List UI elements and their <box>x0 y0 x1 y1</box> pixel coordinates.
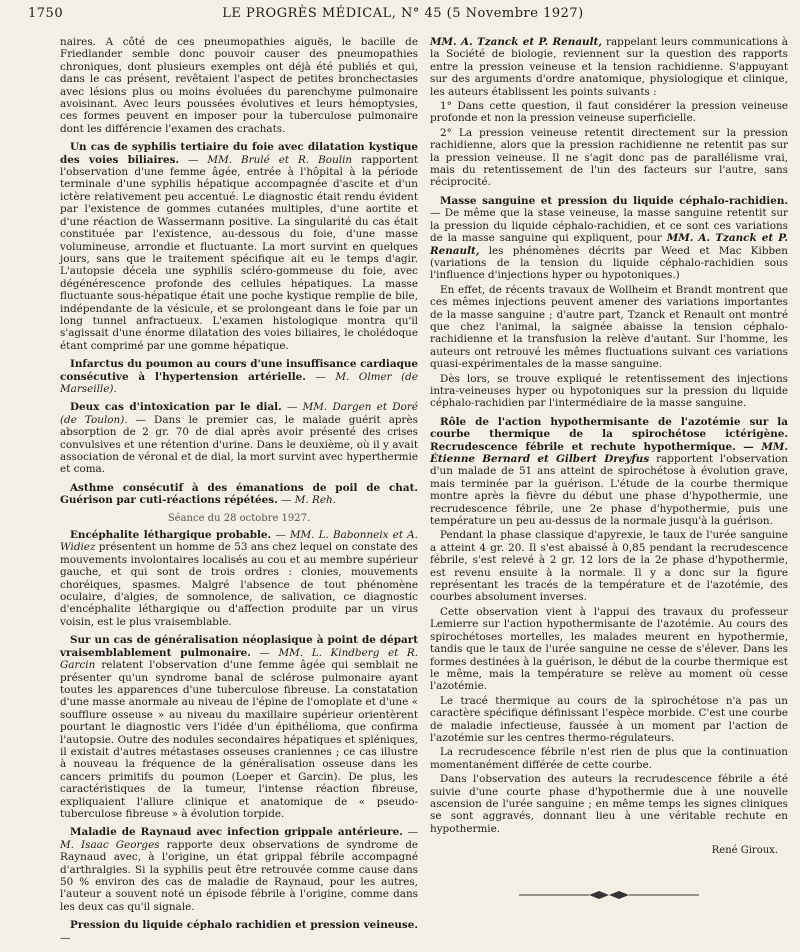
paragraph: Pendant la phase classique d'apyrexie, le taux de l'urée sanguine a atteint 4 gr. 20. Il s'est abaissé à 0,85 pendant la recrudescence fébrile, s'est relevé à 2 gr. 12 lors de la 2e phase d'hypothermie, est revenu ensuite à la normale. Il y a donc sur la figure représentant les tracés de la température et de l'azotémie, des courbes absolument inverses. <box>430 529 788 604</box>
paragraph: Le tracé thermique au cours de la spirochétose n'a pas un caractère spécifique définissant l'espèce morbide. C'est une courbe de maladie infectieuse, faussée à un moment par l'action de l'azotémie sur les centres thermo-régulateurs. <box>430 694 788 744</box>
article-body: rapportent l'observation d'une femme âgée, entrée à l'hôpital à la période terminale d'une syphilis hépatique accompagnée d'ascite et d'un ictère relativement peu accentué. Le diagnostic était rendu évident par l'existence de gommes cutanées multiples, d'une aortite et d'une réaction de Wassermann positive. La singularité du cas était constituée par l'existence, au-dessous du foie, d'une masse volumineuse, arrondie et fluctuante. La mort survint en quelques jours, sans que le traitement spécifique ait eu le temps d'agir. L'autopsie décela une syphilis scléro-gommeuse du foie, avec dégénérescence profonde des cellules hépatiques. La masse fluctuante sous-hépatique était une poche kystique remplie de bile, indépendante de la vésicule, et se prolongeant dans le foie par un long tunnel anfractueux. L'examen histologique montra qu'il s'agissait d'une énorme dilatation des voies biliaires, le cholédoque étant comprimé par une gomme hépatique. <box>60 153 418 352</box>
article-pression <box>60 919 418 944</box>
article-masse <box>430 195 788 282</box>
article-encephalite <box>60 529 418 628</box>
article-title: Infarctus du poumon au cours d'une insuffisance cardiaque consécutive à l'hypertension artérielle. <box>60 358 418 383</box>
article-authors: — MM. Brulé et R. Boulin <box>188 153 353 166</box>
article-title: Deux cas d'intoxication par le dial. <box>70 401 282 414</box>
article-body: relatent l'observation d'une femme âgée qui semblait ne présenter qu'un syndrome banal de sclérose pulmonaire ayant toutes les apparences d'une tuberculose fibreuse. La constatation d'une masse anormale au niveau de l'épine de l'omoplate et d'une « soufflure osseuse » au niveau du maxillaire supérieur orientèrent pourtant le diagnostic vers l'idée d'un épithélioma, que confirma l'autopsie. Outre des nodules secondaires hépatiques et spléniques, il existait d'autres métastases osseuses craniennes ; ce cas illustre à nouveau la fréquence de la généralisation osseuse dans les cancers primitifs du poumon (Loeper et Garcin). De plus, les caractéristiques de la tumeur, l'intense réaction fibreuse, expliquaient l'allure clinique et anatomique de « pseudo-tuberculose fibreuse » à évolution torpide. <box>60 659 418 820</box>
article-body: rappelant leurs communications à la Société de biologie, reviennent sur la question des rapports entre la pression veineuse et la tension rachidienne. S'appuyant sur des arguments d'ordre anatomique, physiologique et clinique, les auteurs établissent les points suivants : <box>430 36 789 98</box>
article-title: Rôle de l'action hypothermisante de l'azotémie sur la courbe thermique de la spirochétose ictérigène. Recrudescence fébrile et rechute hypothermique. <box>430 415 788 453</box>
article-authors: MM. A. Tzanck et P. Renault, <box>430 36 602 48</box>
article-raynaud <box>60 826 418 913</box>
signature: René Giroux. <box>711 845 778 857</box>
paragraph: 1° Dans cette question, il faut considérer la pression veineuse profonde et non la pression veineuse superficielle. <box>430 100 788 125</box>
article-body: — De même que la stase veineuse, la masse sanguine retentit sur la pression du liquide céphalo-rachidien, et ce sont ces variations de la masse sanguine qui expliquent, pour <box>430 207 788 245</box>
article-title: Un cas de syphilis tertiaire du foie avec dilatation kystique des voies biliaires. <box>60 141 418 166</box>
article-azotemie <box>430 416 788 528</box>
paragraph: En effet, de récents travaux de Wollheim et Brandt montrent que ces mêmes injections peuvent amener des variations importantes de la masse sanguine ; d'autre part, Tzanck et Renault ont montré que chez l'animal, la saignée abaisse la tension céphalo-rachidienne et la transfusion la relève d'autant. Sur l'homme, les auteurs ont retrouvé les mêmes fluctuations suivant ces variations quasi-expérimentales de la masse sanguine. <box>430 283 788 371</box>
article-authors: — M. Olmer (de Marseille). <box>60 370 418 395</box>
article-infarctus <box>60 358 418 395</box>
article-title: Sur un cas de généralisation néoplasique à point de départ vraisemblablement pulmonaire. <box>60 634 418 659</box>
article-title: Maladie de Raynaud avec infection grippale antérieure. <box>70 826 403 839</box>
article-title: Pression du liquide céphalo rachidien et pression veineuse. <box>70 919 418 932</box>
article-syphilis <box>60 141 418 352</box>
paragraph: 2° La pression veineuse retentit directement sur la pression rachidienne, alors que la pression rachidienne ne retentit pas sur la pression veineuse. Il ne s'agit donc pas de parallélisme vrai, mais du retentissement de l'un des facteurs sur l'autre, sans réciprocité. <box>430 126 788 189</box>
article-body: les phénomènes décrits par Weed et Mac Kibben (variations de la tension du liquide céphalo-rachidien sous l'influence d'injections hyper ou hypotoniques.) <box>430 244 788 282</box>
paragraph: naires. A côté de ces pneumopathies aiguës, le bacille de Friedlander semble donc pouvoir causer des pneumopathies chroniques, dont plusieurs exemples ont déjà été publiés et qui, dans le cas présent, revêtaient l'aspect de petites bronchectasies avec lésions plus ou moins évoluées du parenchyme pulmonaire avoisinant. Avec leurs poussées évolutives et leurs hémoptysies, ces formes peuvent en imposer pour la tuberculose pulmonaire dont les différencie l'examen des crachats. <box>60 36 418 135</box>
page-number: 1750 <box>28 6 64 21</box>
left-column <box>60 36 419 944</box>
article-body: rapportent l'observation d'un malade de 51 ans atteint de spirochétose à évolution grave, mais terminée par la guérison. L'étude de la courbe thermique montre après la fièvre du début une phase d'hypothermie, une recrudescence fébrile, une 2e phase d'hypothermie, puis une température un peu au-dessus de la normale jusqu'à la guérison. <box>430 453 788 528</box>
session-date: Séance du 28 octobre 1927. <box>167 512 311 524</box>
article-authors: — MM. Étienne Bernard et Gilbert Dreyfus <box>430 440 788 465</box>
article-authors: — MM. L. Kindberg et R. Garcin <box>60 646 418 672</box>
paragraph: Dès lors, se trouve expliqué le retentissement des injections intra-veineuses hyper ou hypotoniques sur la pression du liquide céphalo-rachidien par l'intermédiaire de la masse sanguine. <box>430 372 788 410</box>
ornament-divider-icon <box>519 888 699 902</box>
paragraph: La recrudescence fébrile n'est rien de plus que la continuation momentanément différée de cette courbe. <box>430 746 788 771</box>
dash: — <box>60 931 71 944</box>
article-authors: — M. Isaac Georges <box>60 826 418 851</box>
article-tzanck <box>430 36 788 98</box>
right-column <box>430 36 788 936</box>
article-body: présentent un homme de 53 ans chez lequel on constate des mouvements involontaires localisés au cou et au membre supérieur gauche, et qui sont de trois ordres : clonies, mouvements choréiques, spasmes. Malgré l'absence de tout phénomène oculaire, d'algies, de somnolence, de salivation, ce diagnostic d'encéphalite léthargique ou d'affection produite par un virus voisin, est le plus vraisemblable. <box>60 541 418 628</box>
article-authors: MM. A. Tzanck et P. Renault, <box>430 232 788 257</box>
page-header <box>28 6 778 24</box>
article-body: rapporte deux observations de syndrome de Raynaud avec, à l'origine, un état grippal fébrile accompagné d'arthralgies. Si la syphilis peut être retrouvée comme cause dans 50 % environ des cas de maladie de Raynaud, pour les autres, l'auteur a souvent noté un épisode fébrile à l'origine, comme dans les deux cas qu'il signale. <box>60 838 419 913</box>
article-asthme <box>60 482 418 507</box>
article-authors: — MM. Dargen et Doré (de Toulon). <box>60 401 418 426</box>
article-dial <box>60 401 418 475</box>
article-body: — Dans le premier cas, le malade guérit après absorption de 2 gr. 70 de dial après avoir présenté des crises convulsives et une rétention d'urine. Dans le deuxième, où il y avait association de véronal et de dial, la mort survint avec hyperthermie et coma. <box>60 413 418 476</box>
article-authors: — MM. L. Babonneix et A. Widiez <box>60 529 418 554</box>
paragraph: Cette observation vient à l'appui des travaux du professeur Lemierre sur l'action hypothermisante de l'azotémie. Au cours des spirochétoses mortelles, les malades meurent en hypothermie, tandis que le taux de l'urée sanguine ne cesse de s'élever. Dans les formes destinées à la guérison, le début de la courbe thermique est le même, mais la température se relève au moment où cesse l'azotémie. <box>430 605 788 693</box>
paragraph: Dans l'observation des auteurs la recrudescence fébrile a été suivie d'une courte phase d'hypothermie due à une nouvelle ascension de l'urée sanguine ; en même temps les signes cliniques se sont aggravés, donnant lieu à une véritable rechute en hypothermie. <box>430 773 788 835</box>
article-generalisation <box>60 634 418 820</box>
article-title: Masse sanguine et pression du liquide céphalo-rachidien. <box>440 194 788 207</box>
journal-title: LE PROGRÈS MÉDICAL, N° 45 (5 Novembre 1927) <box>222 6 584 21</box>
article-authors: — M. Reh. <box>281 494 336 507</box>
article-title: Encéphalite léthargique probable. <box>70 529 272 542</box>
article-title: Asthme consécutif à des émanations de poil de chat. Guérison par cuti-réactions répétées. <box>60 481 418 507</box>
